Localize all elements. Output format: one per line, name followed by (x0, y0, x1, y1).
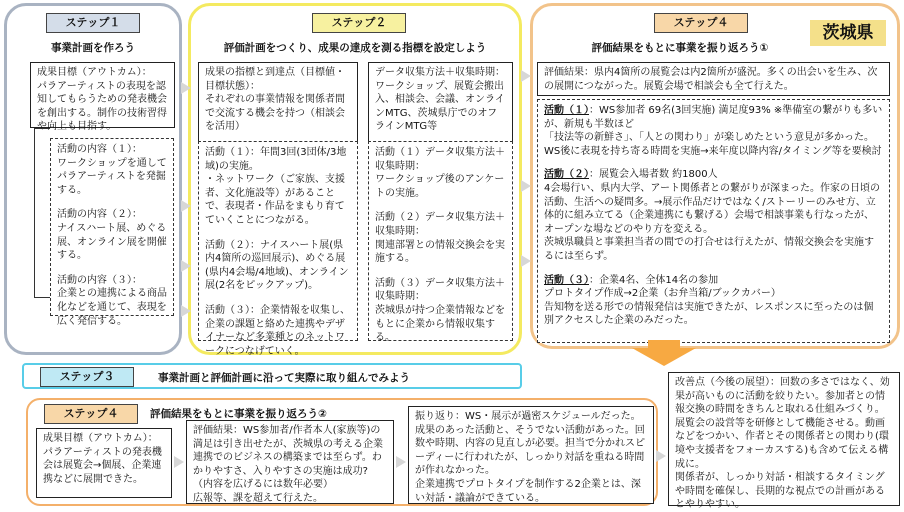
arrow-right-icon (396, 456, 406, 468)
step1-activity-2: 活動の内容（２）： ナイスハート展、めぐる展、オンライン展を開催する。 (57, 209, 167, 262)
step2-collection-box: データ収集方法＋収集時期：ワークショップ、展覧会搬出入、相談会、会議、オンラインMTG、茨城県庁でのオフラインMTG等 (368, 62, 513, 142)
arrow-right-icon (521, 255, 531, 267)
step4b-reflection-box: 振り返り：WS・展示が過密スケジュールだった。成果のあった活動と、そうでない活動があった。回数や時期、内容の見直しが必要。担当で分かれスピーディーに行われたが、しっかり対話を重ねる時間が作れなかった。 企業連携でプロトタイプを制作する2企業とは、深い対話・議論ができている。 (408, 406, 654, 504)
step4a-detail-2 (544, 168, 883, 263)
step2-activity-2: 活動（２）：ナイスハート展(県内4箇所の巡回展示)、めぐる展(県内4会場/4地域)、オンライン展(2名をピックアップ)。 (205, 239, 349, 292)
step2-activity-1: 活動（１）：年間3回(3団体/3地域)の実施。 ・ネットワーク（ご家族、支援者、文化施設等）があることで、表現者・作品をまもり育てていくことにつながる。 (205, 147, 347, 226)
step3-text: 事業計画と評価計画に沿って実際に取り組んでみよう (158, 372, 410, 384)
step2-activities-box (198, 141, 358, 357)
arrow-right-icon (656, 450, 666, 462)
step4b-goal-box: 成果目標（アウトカム）： パラアーティストの発表機会は展覧会→個展、企業連携などに展開できた。 (36, 428, 172, 498)
step4b-tag: ステップ４ (44, 404, 138, 424)
detail-text: ：WS参加者 69名(3回実施) 満足度93% ※準備室の繋がりも多いが、新規も半数ほど 「技法等の新鮮さ」、「人との関わり」が楽しめたという意見が多かった。WS後に表現を持ち寄る時間を実施→来年度以降内容/タイミング等を要検討 (544, 105, 883, 157)
step4b-improvements-box: 改善点（今後の展望）：回数の多さではなく、効果が高いものに活動を絞りたい。参加者との情報交換の時間をきちんと取れる仕組みづくり。展覧会の設営等を研修として機能させる。動画などをつかい、作者とその関係者との関わり(環境や支援者をフォーカスする)も含めて伝える構成に。 関係者が、しっかり対話・相談するタイミングや時間を確保し、長期的な視点での計画があるとやりやすい。 (668, 372, 900, 506)
arrow-right-icon (181, 82, 191, 94)
step4b-heading: 評価結果をもとに事業を振り返ろう② (150, 408, 327, 420)
prefecture-label: 茨城県 (810, 20, 886, 46)
step4a-heading: 評価結果をもとに事業を振り返ろう① (591, 42, 769, 54)
step4a-result-box: 評価結果：県内4箇所の展覧会は内2箇所が盛況。多くの出会いを生み、次の展開につながった。展覧会場で相談会も全て行えた。 (537, 62, 890, 96)
step1-activities-box (50, 138, 174, 327)
step1-tag: ステップ１ (46, 13, 140, 33)
detail-text: ：企業4名、全体14名の参加 プロトタイプ作成→2企業（お弁当箱/ブックカバー） 告知物を送る形での情報発信は実施できたが、レスポンスに至ったのは個別アクセスした企業のみだった。 (544, 274, 874, 327)
step2-data-method-3: 活動（３）データ収集方法＋収集時期： 茨城県が持つ企業情報などをもとに企業から情報収集する。 (375, 277, 505, 344)
arrow-right-icon (521, 70, 531, 82)
step2-data-methods-box (368, 141, 513, 344)
step2-data-method-1: 活動（１）データ収集方法＋収集時期： ワークショップ後のアンケートの実施。 (375, 147, 505, 199)
step1-goal-box: 成果目標（アウトカム）： パラアーティストの表現を認知してもらうための発表機会を創出する。制作の技術習得や向上も目指す。 (30, 62, 175, 128)
step4b-result-box: 評価結果：WS参加者/作者本人(家族等)の満足は引き出せたが、茨城県の考える企業連携でのビジネスの構築までは至らず。わかりやすさ、入りやすさの実施は成功?（内容を広げるには数年必要） 広報等、課を超えて行えた。 (186, 420, 394, 504)
arrow-down-icon (632, 340, 696, 366)
step2-tag: ステップ２ (312, 13, 406, 33)
detail-title: 活動（３） (544, 274, 589, 286)
arrow-right-icon (181, 260, 191, 272)
step1-heading: 事業計画を作ろう (51, 42, 135, 54)
step4a-detail-3 (544, 274, 883, 328)
detail-title: 活動（２） (544, 169, 589, 181)
step1-activity-1: 活動の内容（１）： ワークショップを通してパラアーティストを発掘する。 (57, 144, 167, 196)
arrow-right-icon (181, 305, 191, 317)
step1-bracket (34, 128, 50, 298)
step2-data-method-2: 活動（２）データ収集方法＋収集時期： 関連部署との情報交換会を実施する。 (375, 212, 505, 265)
step4a-details-box (537, 99, 890, 343)
arrow-right-icon (181, 200, 191, 212)
arrow-right-icon (174, 456, 184, 468)
step1-activity-3: 活動の内容（３）： 企業との連携による商品化などを通じて、表現を広く発信する。 (57, 274, 167, 327)
detail-text: ：展覧会入場者数 約1800人 4会場行い、県内大学、アート関係者との繋がりが深まった。作家の日頃の活動、生活への疑問多。→展示作品だけではなく/ストーリーのみせ方、立体的に組み立てる（企業連携にも繋げる）会場で相談事業も行なったが、オープンな場などのやり方を変える。 茨城県職員と事業担当者の間での打合せは行えたが、情報交換会を実施するには至らず。 (544, 169, 881, 262)
detail-title: 活動（１） (544, 105, 589, 116)
step2-heading: 評価計画をつくり、成果の達成を測る指標を設定しよう (223, 42, 487, 54)
step2-indicator-box: 成果の指標と到達点（目標値・目標状態）： それぞれの事業情報を関係者間で交流する機会を持つ（相談会を活用） (198, 62, 358, 142)
arrow-right-icon (521, 180, 531, 192)
step4a-detail-1 (544, 104, 883, 158)
step3-tag: ステップ３ (40, 367, 134, 387)
step2-activity-3: 活動（３）：企業情報を収集し、企業の課題と絡めた連携やデザイナーなど多業種とのネットワークにつなげていく。 (205, 304, 350, 357)
step4a-tag: ステップ４ (654, 13, 748, 33)
